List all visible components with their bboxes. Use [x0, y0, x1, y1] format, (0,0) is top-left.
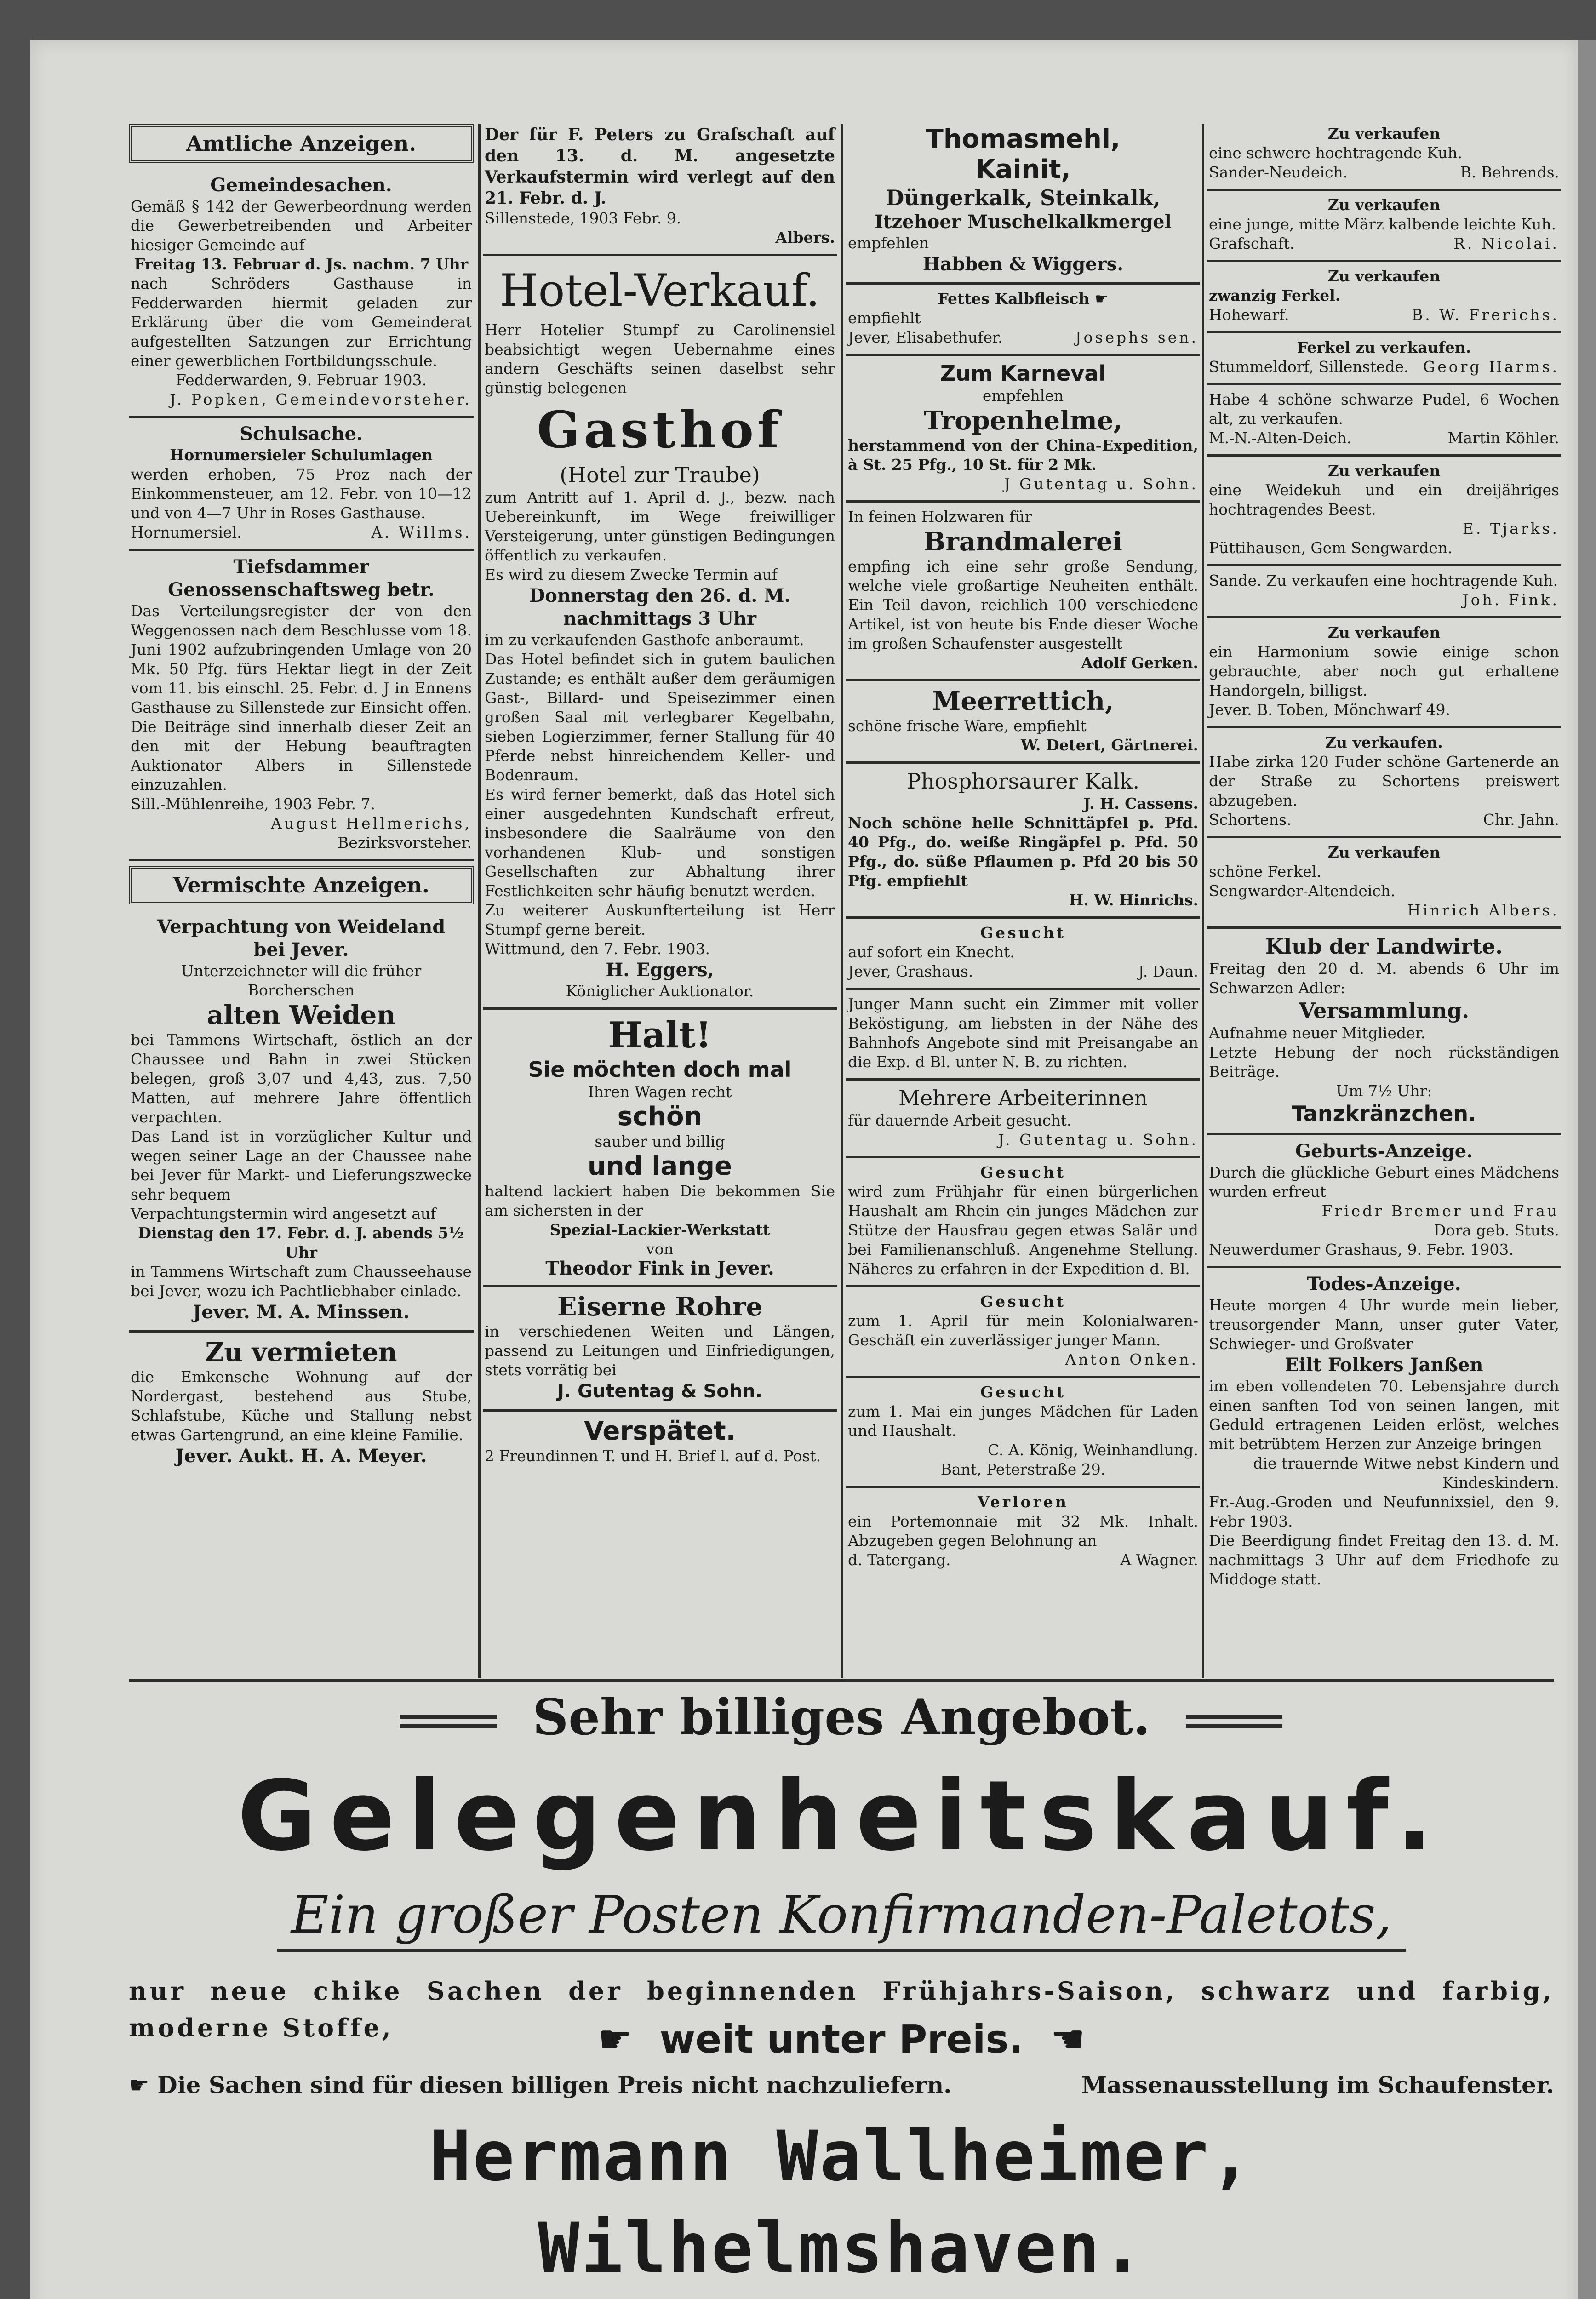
ad-body: herstammend von der China-Expedition, à St. 25 Pfg., 10 St. für 2 Mk. [848, 436, 1198, 474]
ad-zimmer [846, 990, 1200, 1081]
ad-body: Zu weiterer Auskunfterteilung ist Herr Stumpf gerne bereit. [485, 901, 835, 938]
ad-body: wird zum Frühjahr für einen bürgerlichen Haushalt am Rhein ein junges Mädchen zur Stütze der Hausfrau gegen etwas Salär und bei Familienanschluß. Angenehme Stellung. Näheres zu erfahren in der Expedition d. Bl. [848, 1183, 1198, 1278]
column-1 [129, 120, 474, 1683]
ad-body: Das Hotel befindet sich in gutem baulichen Zustande; es enthält außer dem geräumigen Gast-, Billard- und Speisezimmer einen großen Saal mit verlegbarer Kegelbahn, sieben Logierzimmer, ferner Stallung für 40 Pferde nebst hinreichendem Keller- und Bodenraum. [485, 650, 835, 784]
ad-body: Aufnahme neuer Mitglieder. [1209, 1024, 1426, 1042]
ad-body: empfiehlt [848, 309, 921, 327]
ad-body: ein Harmonium sowie einige schon gebrauchte, aber noch gut erhaltene Handorgeln, billigst. [1209, 643, 1559, 699]
ad-body: im zu verkaufenden Gasthofe anberaumt. [485, 631, 804, 649]
ad-duenger [846, 120, 1200, 285]
ad-body: in Tammens Wirtschaft zum Chausseehause bei Jever, wozu ich Pachtliebhaber einlade. [131, 1263, 472, 1300]
ad-kolonial [846, 1287, 1200, 1378]
ad-signer: Georg Harms. [1423, 358, 1559, 376]
ad-signer: H. Eggers, [606, 959, 714, 981]
ad-signer-title: Bezirksvorsteher. [338, 834, 472, 852]
ad-body: eine junge, mitte März kalbende leichte Kuh. [1209, 215, 1556, 233]
ad-body: Der für F. Peters zu Grafschaft auf den 13. d. M. angesetzte Verkaufstermin wird verlegt auf den 21. Febr. d. J. [485, 125, 835, 208]
ad-body: Herr Hotelier Stumpf zu Carolinensiel beabsichtigt wegen Uebernahme eines andern Geschäfts seinen daselbst sehr günstig belegenen [485, 321, 835, 397]
ad-place: Stummeldorf, Sillenstede. [1209, 358, 1409, 376]
ad-dance: Tanzkränzchen. [1292, 1101, 1476, 1126]
ad-arbeiterinnen [846, 1081, 1200, 1158]
ad-body: Gemäß § 142 der Gewerbeordnung werden die Gewerbetreibenden und Arbeiter hiesiger Gemeinde auf [131, 197, 472, 254]
ad-title: Zu verkaufen [1327, 843, 1441, 861]
ad-ferkel-2 [1207, 838, 1561, 929]
ad-line: Düngerkalk, Steinkalk, [886, 185, 1161, 210]
ad-signer: J. Daun. [1138, 962, 1198, 980]
ad-signer: R. Nicolai. [1453, 234, 1559, 252]
ad-signer: Chr. Jahn. [1483, 811, 1559, 829]
ad-body: Habe zirka 120 Fuder schöne Gartenerde an der Straße zu Schortens preiswert abzugeben. [1209, 753, 1559, 809]
ad-title: Zu verkaufen [1327, 462, 1441, 480]
ad-signer: B. Behrends. [1460, 163, 1559, 181]
ad-vermieten [129, 1333, 474, 1474]
ad-signer: J Gutentag u. Sohn. [1004, 475, 1198, 493]
ad-subtitle: (Hotel zur Traube) [560, 463, 760, 487]
ad-title: Klub der Landwirte. [1265, 934, 1503, 959]
ad-title: Brandmalerei [924, 526, 1122, 557]
ad-title: Gemeindesachen. [210, 174, 392, 196]
ad-title: Gesucht [980, 1163, 1066, 1181]
ad-body: im eben vollendeten 70. Lebensjahre durch einen sanften Tod von seinen langen, mit Geduld ertragenen Leiden erlöst, welches mit betrübtem Herzen zur Anzeige bringen [1209, 1377, 1559, 1453]
banner-price: weit unter Preis. [659, 2017, 1024, 2062]
ad-body: haltend lackiert haben Die bekommen Sie am sichersten in der [485, 1182, 835, 1219]
banner-headline: Gelegenheitskauf. [237, 1760, 1446, 1872]
ad-signer: Jever. M. A. Minssen. [193, 1301, 410, 1323]
ad-title: Verspätet. [584, 1416, 736, 1446]
column-rule [478, 124, 481, 1678]
ad-signer: Habben & Wiggers. [922, 253, 1124, 275]
ad-title: Zu verkaufen [1327, 196, 1441, 214]
ad-body: in verschiedenen Weiten und Längen, passend zu Leitungen und Einfriedigungen, stets vorrätig bei [485, 1322, 835, 1379]
ad-date: Freitag 13. Februar d. Js. nachm. 7 Uhr [134, 255, 469, 273]
ad-phosphor [846, 764, 1200, 919]
ad-title: Gesucht [980, 1383, 1066, 1401]
ad-signer: A Wagner. [1120, 1551, 1198, 1569]
pointing-hand-icon: ☛ [598, 2017, 633, 2062]
ad-body: Das Land ist in vorzüglicher Kultur und wegen seiner Lage an der Chaussee nahe bei Jever für Markt- und Lieferungszwecke sehr bequem [131, 1127, 472, 1203]
decorative-bar [1186, 1715, 1282, 1728]
ad-place: Hornumersiel. [131, 523, 242, 541]
ad-signer: J. Popken, Gemeindevorsteher. [170, 390, 472, 408]
ad-body: Die Beerdigung findet Freitag den 13. d. M. nachmittags 3 Uhr auf dem Friedhofe zu Middoge statt. [1209, 1532, 1559, 1588]
ad-body: auf sofort ein Knecht. [848, 943, 1015, 961]
ad-line: Itzehoer Muschelkalkmergel [875, 211, 1172, 233]
ad-line: sauber und billig [595, 1132, 725, 1150]
ad-signer: C. A. König, Weinhandlung. [988, 1441, 1198, 1459]
banner-offer: Sehr billiges Angebot. [532, 1688, 1150, 1746]
pointing-hand-left-icon: ☚ [1050, 2017, 1085, 2062]
ad-body: werden erhoben, 75 Proz nach der Einkommensteuer, am 12. Febr. von 10—12 und von 4—7 Uhr in Roses Gasthause. [131, 465, 472, 522]
ad-gartenerde [1207, 728, 1561, 838]
ad-place: Wittmund, den 7. Febr. 1903. [485, 940, 710, 958]
ad-signer: Joh. Fink. [1462, 591, 1559, 609]
ad-name: Eilt Folkers Janßen [1285, 1354, 1483, 1376]
ad-place: Sander-Neudeich. [1209, 163, 1348, 181]
ad-body: zwanzig Ferkel. [1209, 286, 1341, 304]
ad-place: Neuwerdumer Grashaus, 9. Febr. 1903. [1209, 1241, 1514, 1258]
ad-title: Gesucht [980, 924, 1066, 942]
ad-body: empfehlen [982, 387, 1064, 405]
ad-signer: Anton Onken. [1065, 1350, 1198, 1368]
ad-body: Heute morgen 4 Uhr wurde mein lieber, treusorgender Mann, unser guter Vater, Schwieger- und Großvater [1209, 1296, 1559, 1353]
ad-body: zum 1. Mai ein junges Mädchen für Laden und Haushalt. [848, 1402, 1198, 1440]
ad-headline: alten Weiden [207, 1000, 395, 1030]
ad-signer-title: Königlicher Auktionator. [566, 982, 754, 1000]
ad-schulsache [129, 418, 474, 551]
ad-laden [846, 1378, 1200, 1488]
ad-names: Friedr Bremer und Frau [1321, 1202, 1559, 1220]
ad-peters [483, 120, 837, 256]
decorative-bar [400, 1715, 497, 1728]
ad-gemeinde [129, 169, 474, 418]
ad-tod [1207, 1268, 1561, 1596]
ad-title: Gesucht [980, 1292, 1066, 1310]
ad-title: Zu verkaufen [1327, 623, 1441, 641]
ad-body: empfing ich eine sehr große Sendung, welche viele großartige Neuheiten enthält. Ein Teil davon, reichlich 100 verschiedene Artikel, ist von heute bis Ende dieser Woche im großen Schaufenster ausgestellt [848, 557, 1198, 652]
ad-place: Grafschaft. [1209, 234, 1295, 252]
page-edge [1578, 40, 1596, 2299]
ad-klub [1207, 929, 1561, 1135]
ad-verloren [846, 1488, 1200, 1576]
ad-title: Zu vermieten [205, 1337, 397, 1367]
ad-kalbfleisch [846, 285, 1200, 356]
ad-body: In feinen Holzwaren für [848, 508, 1032, 526]
section-header-amtliche [129, 124, 474, 163]
ad-lackier [483, 1010, 837, 1287]
ad-subtitle: Hornumersieler Schulumlagen [170, 446, 433, 464]
ad-body: Noch schöne helle Schnittäpfel p. Pfd. 40 Pfg., do. weiße Ringäpfel p. Pfd. 50 Pfg., do. süße Pflaumen p. Pfd 20 bis 50 Pfg. empfiehlt [848, 814, 1198, 890]
ad-body: für dauernde Arbeit gesucht. [848, 1111, 1072, 1129]
ad-body: die Emkensche Wohnung auf der Nordergast, bestehend aus Stube, Schlafstube, Küche und Stallung nebst etwas Gartengrund, an eine kleine Familie. [131, 1368, 472, 1444]
ad-place: Fedderwarden, 9. Februar 1903. [176, 371, 427, 389]
ad-line: Thomasmehl, [926, 124, 1121, 154]
ad-signer: H. W. Hinrichs. [1069, 891, 1198, 909]
ad-title: bei Jever. [253, 939, 349, 961]
ad-place: M.-N.-Alten-Deich. [1209, 429, 1352, 447]
ad-body: Junger Mann sucht ein Zimmer mit voller Beköstigung, am liebsten in der Nähe des Bahnhofs Angebote sind mit Preisangabe an die Exp. d Bl. unter N. B. zu richten. [848, 995, 1198, 1071]
banner-exhibition: Massenausstellung im Schaufenster. [1081, 2071, 1554, 2099]
ad-body: eine Weidekuh und ein dreijähriges hochtragendes Beest. [1209, 481, 1559, 518]
banner-subhead: Ein großer Posten Konfirmanden-Paletots, [277, 1885, 1406, 1952]
ad-owner: Theodor Fink in Jever. [545, 1258, 774, 1279]
section-header-vermischte [129, 866, 474, 904]
ad-title: Verpachtung von Weideland [157, 916, 446, 938]
ad-tiefsdammer [129, 551, 474, 861]
column-rule [1202, 124, 1204, 1678]
ad-signer: August Hellmerichs, [271, 814, 472, 832]
ad-hotel-verkauf [483, 256, 837, 1010]
ad-place: Sengwarder-Altendeich. [1209, 882, 1396, 900]
ad-date: Dienstag den 17. Febr. d. J. abends 5½ Uhr [138, 1224, 464, 1261]
ad-title: Mehrere Arbeiterinnen [898, 1086, 1148, 1110]
ad-body: Habe 4 schöne schwarze Pudel, 6 Wochen alt, zu verkaufen. [1209, 390, 1559, 428]
ad-kuh [1207, 120, 1561, 191]
ad-place: Hohewarf. [1209, 306, 1289, 324]
ad-body: ein Portemonnaie mit 32 Mk. Inhalt. Abzugeben gegen Belohnung an [848, 1512, 1198, 1550]
ad-date: Donnerstag den 26. d. M. nachmittags 3 Uhr [529, 585, 791, 629]
ad-body: 2 Freundinnen T. und H. Brief l. auf d. Post. [485, 1447, 821, 1465]
ad-title: Hotel-Verkauf. [499, 265, 820, 316]
ad-title: Zu verkaufen [1327, 125, 1441, 143]
ad-headline: Versammlung. [1299, 998, 1470, 1023]
ad-place: Bant, Peterstraße 29. [940, 1460, 1106, 1478]
ad-line: Ihren Wagen recht [588, 1083, 732, 1101]
ad-signer: A. Willms. [371, 523, 472, 541]
ad-title: Fettes Kalbfleisch [938, 290, 1090, 308]
ad-headline: Tropenhelme, [924, 406, 1122, 436]
ad-signer: B. W. Frerichs. [1411, 306, 1559, 324]
ad-title: Zu verkaufen [1327, 267, 1441, 285]
ad-signer: Josephs sen. [1075, 328, 1198, 346]
pointing-hand-icon: ☛ [1094, 290, 1109, 308]
ad-signer: Hinrich Albers. [1407, 901, 1559, 919]
ad-title: Schulsache. [240, 423, 363, 445]
pointing-hand-icon: ☛ [129, 2072, 149, 2099]
ad-body: schöne Ferkel. [1209, 863, 1321, 881]
ad-kuh-2 [1207, 191, 1561, 262]
ad-body: eine schwere hochtragende Kuh. [1209, 144, 1463, 162]
ad-place: Sill.-Mühlenreihe, 1903 Febr. 7. [131, 795, 375, 813]
ad-knecht [846, 919, 1200, 990]
ad-ferkel-20 [1207, 262, 1561, 333]
ad-body: empfehlen [848, 234, 929, 252]
ad-place: Schortens. [1209, 811, 1292, 829]
ad-verspaetet [483, 1412, 837, 1472]
banner-body: nur neue chike Sachen der beginnenden Frühjahrs-Saison, schwarz und farbig, moderne Stoffe, [129, 1976, 1554, 2042]
ad-harmonium [1207, 618, 1561, 728]
ad-weidekuh [1207, 457, 1561, 566]
ad-title: Todes-Anzeige. [1307, 1273, 1461, 1295]
ad-headline: Gasthof [537, 400, 783, 459]
ad-title: Zum Karneval [940, 361, 1106, 386]
ad-line: Kainit, [975, 154, 1071, 184]
ad-shop: Spezial-Lackier-Werkstatt [549, 1221, 770, 1239]
ad-signer: J. Gutentag u. Sohn. [998, 1131, 1198, 1149]
ad-signer: Adolf Gerken. [1081, 654, 1198, 672]
ad-body: Durch die glückliche Geburt eines Mädchens wurden erfreut [1209, 1163, 1559, 1201]
ad-body: Verpachtungstermin wird angesetzt auf [131, 1205, 436, 1223]
ad-body: Sande. Zu verkaufen eine hochtragende Kuh. [1209, 572, 1558, 589]
ad-signer: Jever. Aukt. H. A. Meyer. [175, 1445, 427, 1467]
ad-place: Jever. B. Toben, Mönchwarf 49. [1209, 701, 1451, 719]
section-title: Vermischte Anzeigen. [173, 873, 429, 898]
ad-place: Fr.-Aug.-Groden und Neufunnixsiel, den 9. Febr 1903. [1209, 1493, 1559, 1530]
section-title: Amtliche Anzeigen. [186, 131, 417, 156]
ad-geburt [1207, 1135, 1561, 1268]
ad-meerrettich [846, 681, 1200, 764]
ad-place: d. Tatergang. [848, 1551, 951, 1569]
ad-line: Sie möchten doch mal [528, 1057, 792, 1082]
ad-body: Es wird ferner bemerkt, daß das Hotel sich einer ausgedehnten Kundschaft erfreut, insbesondere die Saalräume von den vorhandenen Klub- und sonstigen Gesellschaften zur Abhaltung ihrer Festlichkeiten sehr häufig benutzt werden. [485, 785, 835, 900]
ad-ferkel [1207, 333, 1561, 385]
ad-brandmalerei [846, 503, 1200, 681]
ad-title: Ferkel zu verkaufen. [1297, 338, 1471, 356]
column-4 [1207, 120, 1561, 1683]
ad-madchen [846, 1158, 1200, 1287]
banner-ad [129, 1683, 1554, 2288]
ad-line: schön [617, 1102, 703, 1132]
ad-body: Es wird zu diesem Zwecke Termin auf [485, 566, 778, 583]
ad-time: Um 7½ Uhr: [1336, 1082, 1432, 1100]
ad-body: Freitag den 20 d. M. abends 6 Uhr im Schwarzen Adler: [1209, 960, 1559, 997]
banner-note: Die Sachen sind für diesen billigen Preis nicht nachzuliefern. [157, 2071, 952, 2099]
ad-title: Phosphorsaurer Kalk. [906, 769, 1140, 794]
banner-merchant: Hermann Wallheimer, Wilhelmshaven. [429, 2116, 1253, 2288]
ad-signer: Martin Köhler. [1447, 429, 1559, 447]
ad-sande [1207, 566, 1561, 618]
ad-place: Sillenstede, 1903 Febr. 9. [485, 209, 681, 227]
ad-title: Geburts-Anzeige. [1295, 1140, 1473, 1162]
ad-body: zum 1. April für mein Kolonialwaren-Geschäft ein zuverlässiger junger Mann. [848, 1312, 1198, 1349]
column-2 [483, 120, 837, 1683]
ad-body: Das Verteilungsregister der von den Weggenossen nach dem Beschlusse vom 18. Juni 1902 aufzubringenden Umlage von 20 Mk. 50 Pfg. fürs Hektar liegt in der Zeit vom 11. bis einschl. 25. Febr. d. J in Ennens Gasthause zu Sillenstede zur Einsicht offen. Die Beiträge sind innerhalb dieser Zeit an den mit der Hebung beauftragten Auktionator Albers in Sillenstede einzuzahlen. [131, 602, 472, 794]
ad-place: Jever, Elisabethufer. [848, 328, 1003, 346]
ad-title: Eiserne Rohre [557, 1292, 763, 1322]
ad-body: Unterzeichneter will die früher Borcherschen [181, 962, 422, 999]
ad-von: von [646, 1240, 674, 1258]
ad-mourners: die trauernde Witwe nebst Kindern und Kindeskindern. [1253, 1454, 1559, 1492]
ad-place: Jever, Grashaus. [848, 962, 973, 980]
ad-rohre [483, 1287, 837, 1412]
ad-pudel [1207, 385, 1561, 457]
ad-body: bei Tammens Wirtschaft, östlich an der Chaussee und Bahn in zwei Stücken belegen, groß 3,07 und 4,43, zus. 7,50 Matten, auf mehrere Jahre öffentlich verpachten. [131, 1031, 472, 1126]
ad-signer: W. Detert, Gärtnerei. [1021, 736, 1198, 754]
ad-signer: Albers. [775, 229, 835, 246]
column-rule [841, 124, 843, 1678]
ad-body: schöne frische Ware, empfiehlt [848, 717, 1087, 735]
ad-weideland [129, 911, 474, 1333]
ad-body: zum Antritt auf 1. April d. J., bezw. nach Uebereinkunft, im Wege freiwilliger Versteigerung, unter günstigen Bedingungen öffentlich zu verkaufen. [485, 488, 835, 564]
column-3 [846, 120, 1200, 1683]
ad-signer: E. Tjarks. [1462, 520, 1559, 538]
ad-body: nach Schröders Gasthause in Fedderwarden hiermit geladen zur Erklärung über die vom Gemeinderat aufgestellten Satzungen zur Errichtung einer gewerblichen Fortbildungsschule. [131, 275, 472, 370]
ad-signer: J. H. Cassens. [1083, 795, 1198, 812]
ad-signer: J. Gutentag & Sohn. [557, 1381, 762, 1402]
ad-karneval [846, 356, 1200, 503]
ad-title: Zu verkaufen. [1325, 733, 1443, 751]
ad-title: Halt! [608, 1014, 712, 1056]
ad-title: Verloren [978, 1493, 1069, 1511]
ad-line: und lange [587, 1151, 732, 1181]
ad-title: Tiefsdammer Genossenschaftsweg betr. [167, 556, 435, 600]
ad-place: Püttihausen, Gem Sengwarden. [1209, 539, 1453, 557]
ad-body: Letzte Hebung der noch rückständigen Beiträge. [1209, 1043, 1559, 1081]
ad-title: Meerrettich, [932, 686, 1114, 716]
ad-names: Dora geb. Stuts. [1434, 1221, 1559, 1239]
